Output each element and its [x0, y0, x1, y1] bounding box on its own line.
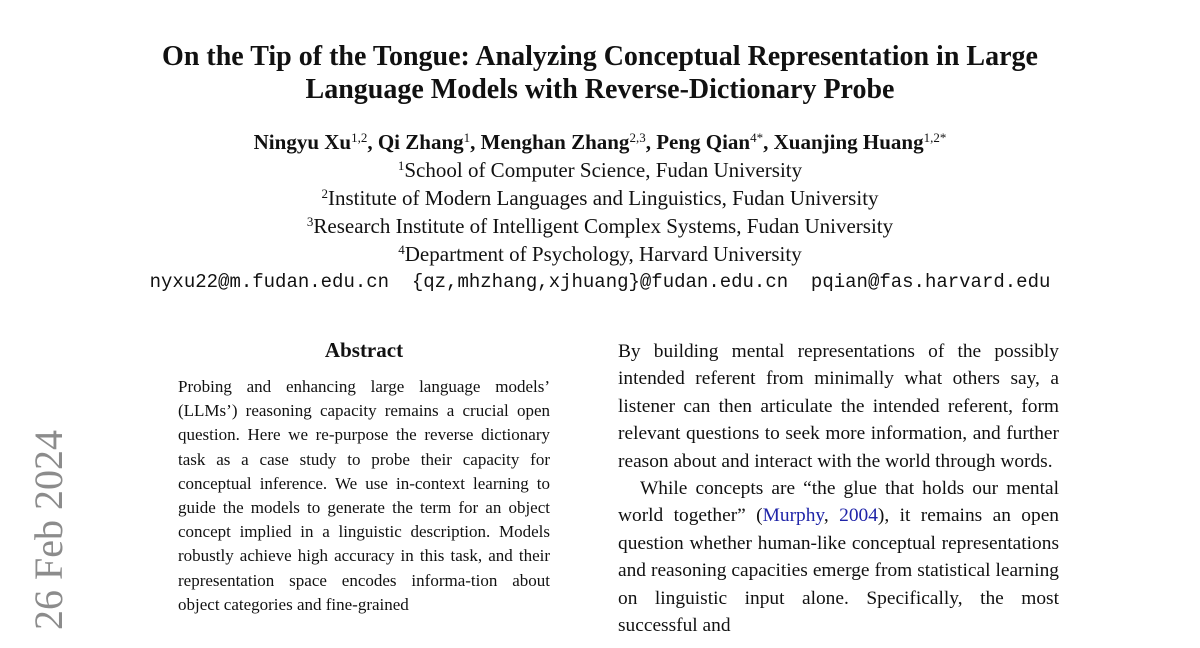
- affiliation-line: [0, 212, 1200, 240]
- abstract-heading: Abstract: [324, 338, 404, 362]
- affiliation-text: School of Computer Science, Fudan University: [404, 158, 803, 182]
- affiliation-sup: 1: [397, 158, 405, 173]
- paragraph-text: While concepts are “the glue that holds our mental world together” (: [618, 478, 1059, 527]
- affiliation-sup: 3: [306, 214, 314, 229]
- affiliation-text: Department of Psychology, Harvard University: [404, 242, 802, 266]
- arxiv-date-stamp: [28, 420, 80, 630]
- paragraph-text: ), it remains an open question whether human-like conceptual representations and reasoning capacities emerge from statistical learning on linguistic input alone. Specifically, the most successful and: [618, 505, 1059, 637]
- author-sup: 2,3: [629, 130, 646, 145]
- title-line-1: On the Tip of the Tongue: Analyzing Conceptual Representation in Large: [162, 41, 1038, 72]
- title-line-2: Language Models with Reverse-Dictionary Probe: [305, 74, 895, 105]
- author-emails: nyxu22@m.fudan.edu.cn {qz,mhzhang,xjhuang}@fudan.edu.cn pqian@fas.harvard.edu: [149, 271, 1051, 293]
- abstract-text: Probing and enhancing large language models’ (LLMs’) reasoning capacity remains a crucial open question. Here we re-purpose the reverse dictionary task as a case study to probe their capacity for conceptual inference. We use in-context learning to guide the models to generate the term for an object concept implied in a linguistic description. Models robustly achieve high accuracy in this task, and their representation space encodes informa-tion about object categories and fine-grained: [178, 377, 550, 614]
- author-list: Ningyu Xu$^{1,2}$, Qi Zhang$^1$, Menghan Zhang$^{2,3}$, Peng Qian$^{4*}$, Xuanjing Huang$^{1,2*}$: [253, 130, 947, 154]
- affiliation-sup: 4: [398, 242, 405, 257]
- paper-title: [0, 40, 1200, 106]
- citation-link-year[interactable]: 2004: [839, 505, 878, 527]
- author-name: Peng Qian: [656, 130, 751, 154]
- author-name: Ningyu Xu: [253, 130, 352, 154]
- author-sup: 1: [463, 130, 471, 145]
- author-block: [0, 128, 1200, 268]
- affiliation-line: [0, 156, 1200, 184]
- abstract-section: [178, 337, 550, 617]
- body-column-right: [618, 338, 1059, 639]
- affiliation-line: [0, 184, 1200, 212]
- author-name: Menghan Zhang: [480, 130, 630, 154]
- affiliation-line: [0, 240, 1200, 268]
- affiliation-text: Institute of Modern Languages and Linguistics, Fudan University: [327, 186, 879, 210]
- arxiv-date-text: 26 Feb 2024: [26, 430, 71, 630]
- body-paragraph: [618, 475, 1059, 639]
- author-sup: 1,2: [351, 130, 368, 145]
- citation-link-author[interactable]: Murphy: [762, 505, 824, 527]
- author-sup: 1,2*: [923, 130, 947, 145]
- affiliation-sup: 2: [321, 186, 328, 201]
- affiliation-text: Research Institute of Intelligent Complex Systems, Fudan University: [313, 214, 894, 238]
- citation-separator: ,: [823, 505, 840, 527]
- author-sup: 4*: [750, 130, 764, 145]
- author-name: Xuanjing Huang: [773, 130, 924, 154]
- body-paragraph: By building mental representations of the possibly intended referent from minimally what others say, a listener can then articulate the intended referent, form relevant questions to seek more information, and further reason about and interact with the world through words.: [618, 341, 1059, 472]
- author-name: Qi Zhang: [377, 130, 464, 154]
